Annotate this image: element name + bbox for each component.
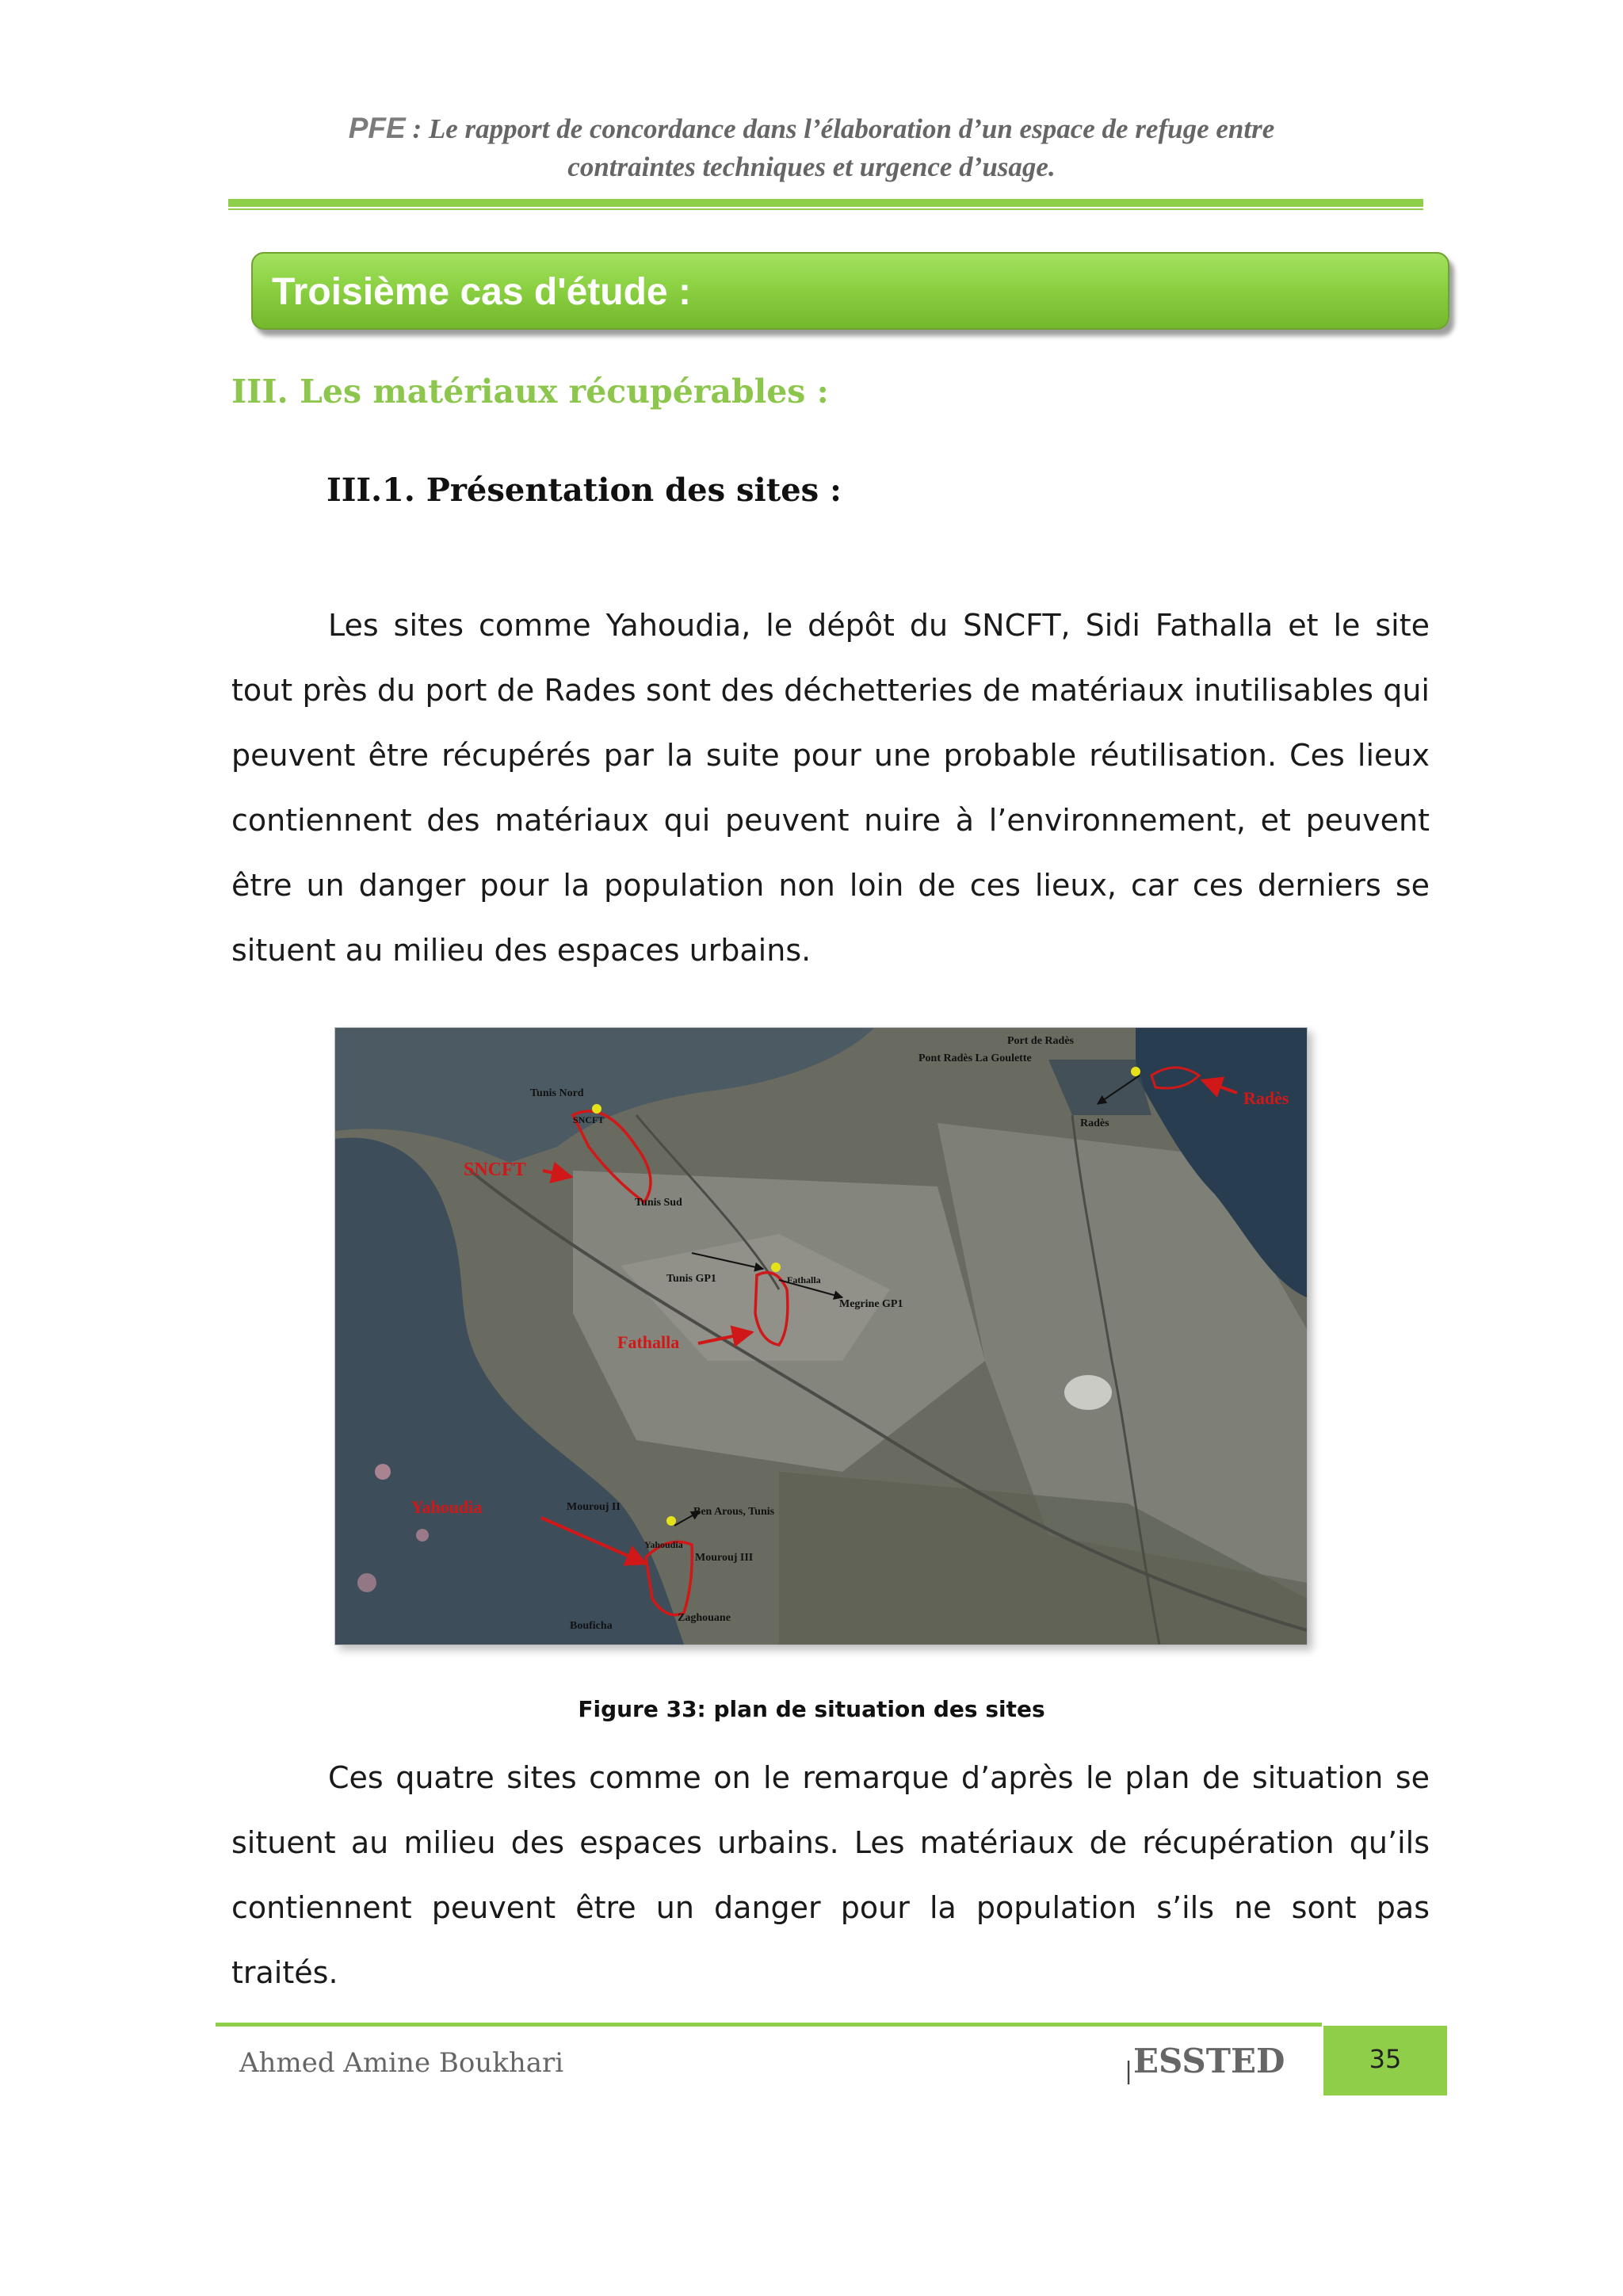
body-paragraph: Ces quatre sites comme on le remarque d’après le plan de situation se situent au milieu des espaces urbains. Les matériaux de récupération qu’ils contiennent peuvent être un danger pour la population s’ils ne sont pas traités. [231,1760,1430,1990]
pink-patch [357,1573,376,1592]
place-label: Yahoudia [644,1539,683,1550]
footer-author: Ahmed Amine Boukhari [239,2047,564,2079]
place-label: Radès [1080,1117,1109,1129]
place-label: Port de Radès [1007,1035,1074,1047]
place-label: Tunis Nord [530,1087,584,1099]
body-paragraph: Les sites comme Yahoudia, le dépôt du SNCFT, Sidi Fathalla et le site tout près du port de Rades sont des déchetteries de matériaux inutilisables qui peuvent être récupérés par la suite pour une probable réutilisation. Ces lieux contiennent des matériaux qui peuvent nuire à l’environnement, et peuvent être un danger pour la population non loin de ces lieux, car ces derniers se situent au milieu des espaces urbains. [231,608,1430,968]
place-label: Tunis Sud [635,1197,682,1209]
footer-separator: | [1125,2057,1133,2085]
section-heading: III. Les matériaux récupérables : [231,372,829,411]
case-study-banner: Troisième cas d'étude : [251,252,1449,330]
place-label: Ben Arous, Tunis [693,1506,775,1518]
header-title-text: : Le rapport de concordance dans l’élaboration d’un espace de refuge entre [405,113,1275,144]
site-label-rades: Radès [1243,1088,1289,1108]
header-pfe: PFE [348,112,406,144]
site-marker [666,1516,676,1526]
figure-caption: Figure 33: plan de situation des sites [578,1696,1045,1722]
stadium [1064,1375,1112,1410]
place-label: Mourouj II [567,1501,621,1513]
site-label-fathalla: Fathalla [617,1332,680,1352]
place-label: Zaghouane [678,1612,731,1624]
pink-patch [416,1529,429,1541]
place-label: Tunis GP1 [666,1273,716,1285]
site-label-sncft: SNCFT [464,1159,526,1180]
footer-rule [216,2023,1322,2027]
place-label: SNCFT [573,1114,605,1125]
site-map-figure [334,1027,1308,1645]
site-label-yahoudia: Yahoudia [411,1497,483,1517]
header-title-line1 [230,109,1393,148]
site-marker [592,1104,601,1114]
subsection-heading: III.1. Présentation des sites : [327,472,842,509]
site-marker [1131,1067,1140,1076]
header-rule-thin [228,208,1423,210]
page-number: 35 [1323,2026,1447,2095]
page-header [230,109,1393,186]
footer-school: ESSTED [1133,2042,1285,2080]
place-label: Bouficha [570,1620,613,1632]
place-label: Mourouj III [695,1552,754,1564]
pink-patch [375,1464,391,1480]
header-rule-thick [228,199,1423,207]
place-label: Pont Radès La Goulette [918,1052,1032,1064]
place-label: Fathalla [787,1274,821,1286]
place-label: Megrine GP1 [839,1298,903,1310]
satellite-map [335,1028,1307,1645]
site-marker [771,1263,781,1272]
header-title-line2: contraintes techniques et urgence d’usage. [567,151,1056,182]
